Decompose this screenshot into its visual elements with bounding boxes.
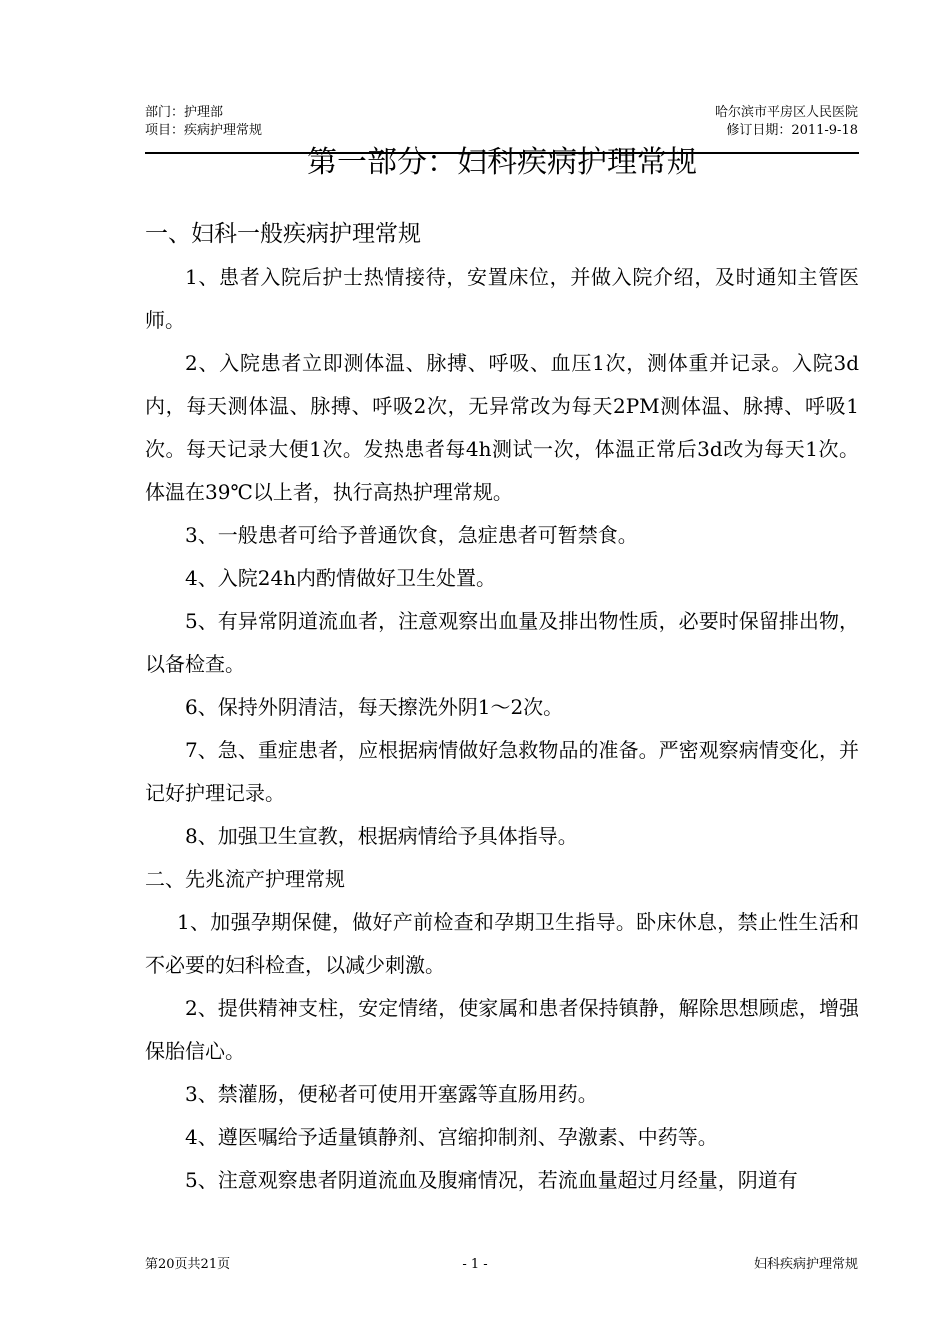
section2-item-4: 4、遵医嘱给予适量镇静剂、宫缩抑制剂、孕激素、中药等。 (185, 1125, 718, 1149)
document-body (145, 212, 859, 1202)
section2-item-3: 3、禁灌肠，便秘者可使用开塞露等直肠用药。 (185, 1082, 598, 1106)
section1-item-3: 3、一般患者可给予普通饮食，急症患者可暂禁食。 (185, 523, 638, 547)
section2-item-1: 1、加强孕期保健，做好产前检查和孕期卫生指导。卧床休息，禁止性生活和不必要的妇科检查，以减少刺激。 (145, 910, 859, 977)
footer-doc-name: 妇科疾病护理常规 (753, 1257, 858, 1272)
header-dept: 部门：护理部 (145, 105, 224, 120)
page-title: 第一部分：妇科疾病护理常规 (307, 145, 697, 180)
header-right (715, 104, 858, 140)
header-hospital: 哈尔滨市平房区人民医院 (714, 105, 858, 120)
footer-page-number: - 1 - (462, 1257, 488, 1272)
footer-page-count: 第20页共21页 (145, 1257, 231, 1272)
section1-item-4: 4、入院24h内酌情做好卫生处置。 (185, 566, 497, 590)
section1-item-6: 6、保持外阴清洁，每天擦洗外阴1～2次。 (185, 695, 564, 719)
header-revision: 修订日期：2011-9-18 (726, 123, 858, 138)
section2-item-2: 2、提供精神支柱，安定情绪，使家属和患者保持镇静，解除思想顾虑，增强保胎信心。 (145, 996, 859, 1063)
section1-item-5: 5、有异常阴道流血者，注意观察出血量及排出物性质，必要时保留排出物，以备检查。 (145, 609, 859, 676)
header-left (145, 104, 262, 140)
section2-heading: 二、先兆流产护理常规 (145, 867, 345, 891)
section1-item-7: 7、急、重症患者，应根据病情做好急救物品的准备。严密观察病情变化，并记好护理记录。 (145, 738, 859, 805)
section1-item-1: 1、患者入院后护士热情接待，安置床位，并做入院介绍，及时通知主管医师。 (145, 265, 859, 332)
section1-heading: 一、妇科一般疾病护理常规 (145, 221, 421, 247)
section1-item-2: 2、入院患者立即测体温、脉搏、呼吸、血压1次，测体重并记录。入院3d内，每天测体温、脉搏、呼吸2次，无异常改为每天2PM测体温、脉搏、呼吸1次。每天记录大便1次。发热患者每4h测试一次，体温正常后3d改为每天1次。体温在39℃以上者，执行高热护理常规。 (145, 351, 859, 504)
section1-item-8: 8、加强卫生宣教，根据病情给予具体指导。 (185, 824, 578, 848)
header-project: 项目：疾病护理常规 (145, 123, 263, 138)
section2-item-5: 5、注意观察患者阴道流血及腹痛情况，若流血量超过月经量，阴道有 (185, 1168, 798, 1192)
